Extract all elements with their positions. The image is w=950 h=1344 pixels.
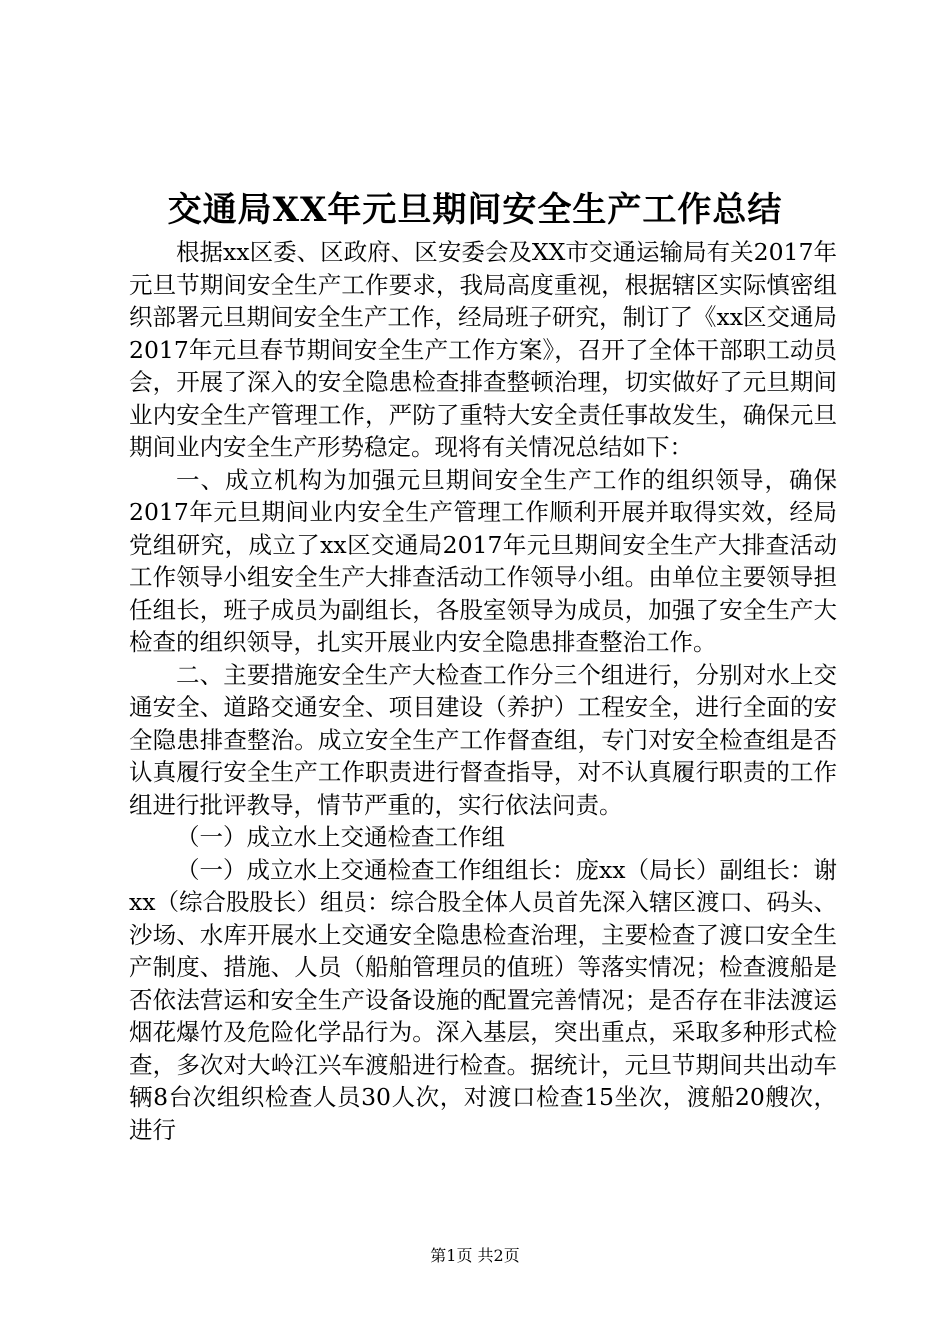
document-body (129, 236, 837, 1146)
document-title: 交通局XX年元旦期间安全生产工作总结 (167, 190, 783, 230)
paragraph-section-1: 一、成立机构为加强元旦期间安全生产工作的组织领导，确保2017年元旦期间业内安全生产管理工作顺利开展并取得实效，经局党组研究，成立了xx区交通局2017年元旦期间安全生产大排查活动工作领导小组安全生产大排查活动工作领导小组。由单位主要领导担任组长，班子成员为副组长，各股室领导为成员，加强了安全生产大检查的组织领导，扎实开展业内安全隐患排查整治工作。 (129, 465, 837, 656)
paragraph-intro: 根据xx区委、区政府、区安委会及XX市交通运输局有关2017年元旦节期间安全生产工作要求，我局高度重视，根据辖区实际慎密组织部署元旦期间安全生产工作，经局班子研究，制订了《xx区交通局2017年元旦春节期间安全生产工作方案》，召开了全体干部职工动员会，开展了深入的安全隐患检查排查整顿治理，切实做好了元旦期间业内安全生产管理工作，严防了重特大安全责任事故发生，确保元旦期间业内安全生产形势稳定。现将有关情况总结如下： (129, 238, 838, 461)
paragraph-subheading: （一）成立水上交通检查工作组 (176, 823, 505, 851)
paragraph-section-2: 二、主要措施安全生产大检查工作分三个组进行，分别对水上交通安全、道路交通安全、项目建设（养护）工程安全，进行全面的安全隐患排查整治。成立安全生产工作督查组，专门对安全检查组是否认真履行安全生产工作职责进行督查指导，对不认真履行职责的工作组进行批评教导，情节严重的，实行依法问责。 (129, 660, 837, 819)
paragraph-water-inspection: （一）成立水上交通检查工作组组长：庞xx（局长）副组长：谢xx（综合股股长）组员：综合股全体人员首先深入辖区渡口、码头、沙场、水库开展水上交通安全隐患检查治理，主要检查了渡口安全生产制度、措施、人员（船舶管理员的值班）等落实情况；检查渡船是否依法营运和安全生产设备设施的配置完善情况；是否存在非法渡运烟花爆竹及危险化学品行为。深入基层，突出重点，采取多种形式检查，多次对大岭江兴车渡船进行检查。据统计，元旦节期间共出动车辆8台次组织检查人员30人次，对渡口检查15坐次，渡船20艘次，进行 (129, 855, 838, 1144)
page-number: 第1页 共2页 (430, 1246, 520, 1265)
